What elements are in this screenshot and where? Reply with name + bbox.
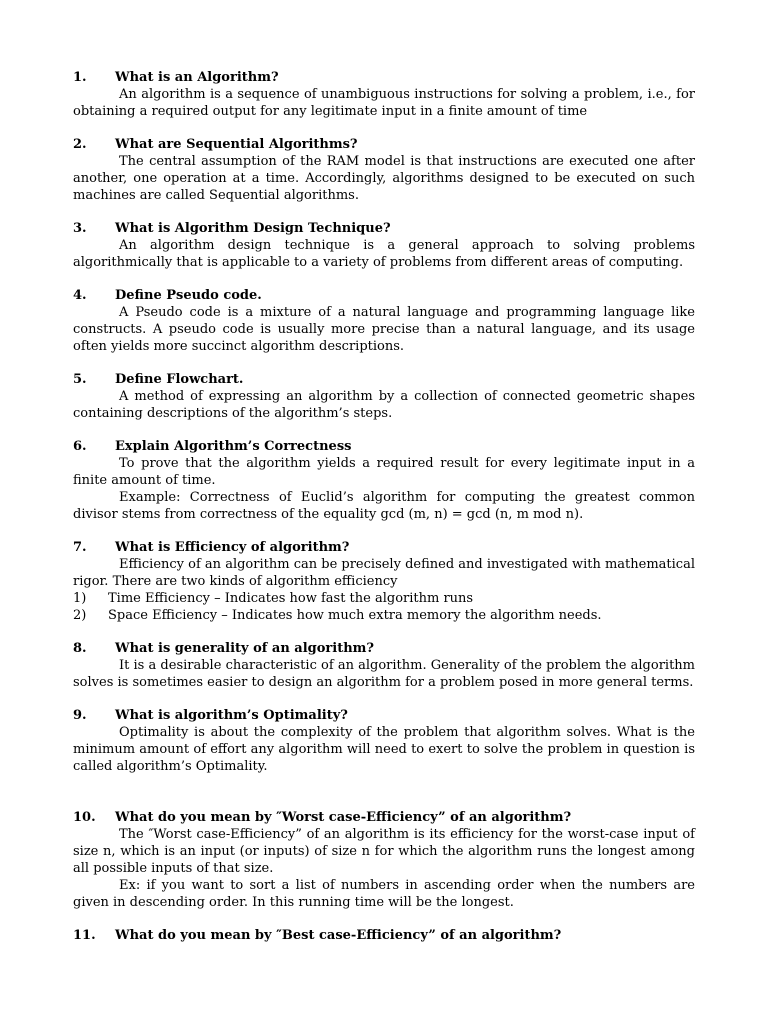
question-title: Define Pseudo code. [115, 288, 262, 303]
answer-paragraph: It is a desirable characteristic of an algorithm. Generality of the problem the algorithm solves is sometimes easier to design an algorithm for a problem posed in more general terms. [73, 658, 695, 690]
question-number: 9. [73, 708, 87, 723]
answer-paragraph: The central assumption of the RAM model is that instructions are executed one after another, one operation at a time. Accordingly, algorithms designed to be executed on such machines are called Sequential algorithms. [73, 154, 695, 203]
list-item-number: 1) [73, 591, 87, 606]
qa-section-7 [73, 539, 695, 624]
question-heading [73, 220, 695, 237]
question-heading [73, 640, 695, 657]
qa-section-10 [73, 809, 695, 911]
qa-section-1 [73, 69, 695, 120]
list-item [73, 590, 695, 607]
question-number: 5. [73, 372, 87, 387]
question-number: 7. [73, 540, 87, 555]
qa-section-2 [73, 136, 695, 204]
question-title: What is Efficiency of algorithm? [115, 540, 350, 555]
answer-paragraph: An algorithm design technique is a general approach to solving problems algorithmically that is applicable to a variety of problems from different areas of computing. [73, 238, 695, 270]
qa-section-11 [73, 927, 695, 944]
question-title: Explain Algorithm’s Correctness [115, 439, 352, 454]
question-title: What is Algorithm Design Technique? [115, 221, 391, 236]
answer-paragraph: A method of expressing an algorithm by a collection of connected geometric shapes containing descriptions of the algorithm’s steps. [73, 389, 695, 421]
answer-paragraph: An algorithm is a sequence of unambiguous instructions for solving a problem, i.e., for obtaining a required output for any legitimate input in a finite amount of time [73, 87, 695, 119]
answer-paragraph: Optimality is about the complexity of the problem that algorithm solves. What is the minimum amount of effort any algorithm will need to exert to solve the problem in question is called algorithm’s Optimality. [73, 725, 695, 774]
question-number: 2. [73, 137, 87, 152]
qa-section-5 [73, 371, 695, 422]
question-title: What are Sequential Algorithms? [115, 137, 358, 152]
question-heading [73, 136, 695, 153]
qa-section-8 [73, 640, 695, 691]
answer-paragraph: Efficiency of an algorithm can be precisely defined and investigated with mathematical rigor. There are two kinds of algorithm efficiency [73, 557, 695, 589]
answer-paragraph: To prove that the algorithm yields a required result for every legitimate input in a finite amount of time. [73, 456, 695, 488]
question-number: 3. [73, 221, 87, 236]
question-heading [73, 707, 695, 724]
question-title: What is an Algorithm? [115, 70, 279, 85]
question-number: 4. [73, 288, 87, 303]
list-item-text: Space Efficiency – Indicates how much extra memory the algorithm needs. [108, 608, 602, 623]
question-number: 6. [73, 439, 87, 454]
question-title: What is generality of an algorithm? [115, 641, 375, 656]
question-heading [73, 69, 695, 86]
example-paragraph: Example: Correctness of Euclid’s algorithm for computing the greatest common divisor stems from correctness of the equality gcd (m, n) = gcd (n, m mod n). [73, 490, 695, 522]
list-item-text: Time Efficiency – Indicates how fast the algorithm runs [108, 591, 474, 606]
qa-section-9 [73, 707, 695, 775]
example-paragraph: Ex: if you want to sort a list of numbers in ascending order when the numbers are given in descending order. In this running time will be the longest. [73, 878, 695, 910]
question-number: 1. [73, 70, 87, 85]
qa-section-4 [73, 287, 695, 355]
question-title: What is algorithm’s Optimality? [115, 708, 348, 723]
list-item-number: 2) [73, 608, 87, 623]
question-heading [73, 539, 695, 556]
question-heading [73, 371, 695, 388]
question-title: What do you mean by ″Worst case-Efficiency” of an algorithm? [115, 810, 572, 825]
question-heading [73, 809, 695, 826]
answer-paragraph: A Pseudo code is a mixture of a natural language and programming language like constructs. A pseudo code is usually more precise than a natural language, and its usage often yields more succinct algorithm descriptions. [73, 305, 695, 354]
question-number: 8. [73, 641, 87, 656]
question-heading [73, 927, 695, 944]
question-title: Define Flowchart. [115, 372, 244, 387]
question-heading [73, 287, 695, 304]
answer-paragraph: The ″Worst case-Efficiency” of an algorithm is its efficiency for the worst-case input of size n, which is an input (or inputs) of size n for which the algorithm runs the longest among all possible inputs of that size. [73, 827, 695, 876]
qa-section-3 [73, 220, 695, 271]
question-heading [73, 438, 695, 455]
qa-section-6 [73, 438, 695, 523]
question-number: 10. [73, 810, 96, 825]
list-item [73, 607, 695, 624]
question-title: What do you mean by ″Best case-Efficiency” of an algorithm? [115, 928, 562, 943]
question-number: 11. [73, 928, 96, 943]
